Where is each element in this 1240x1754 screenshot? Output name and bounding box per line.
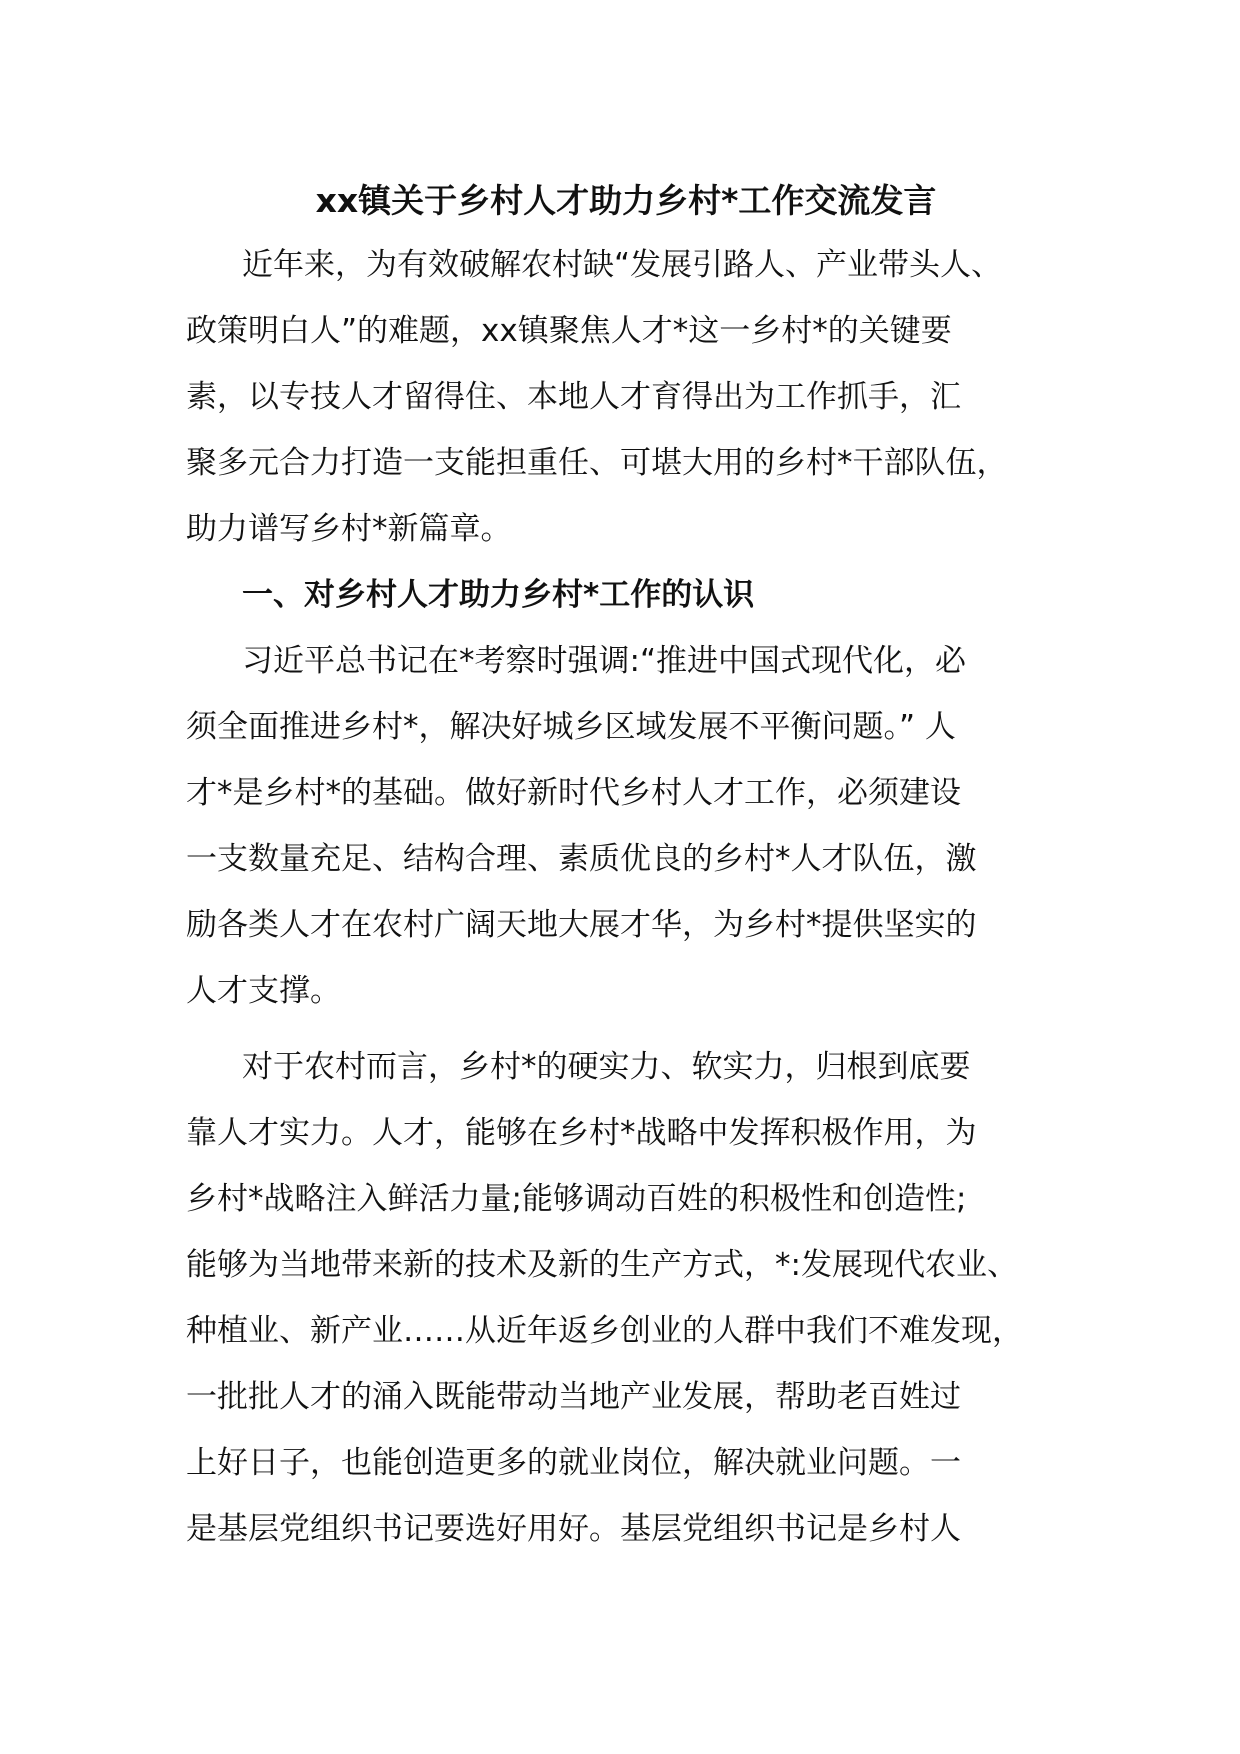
- document-body: [186, 170, 1066, 1562]
- paragraph-line: 一支数量充足、结构合理、素质优良的乡村*人才队伍，激: [186, 841, 977, 877]
- section1-paragraph-1: [186, 628, 1066, 1024]
- section1-paragraph-2: [186, 1034, 1066, 1562]
- paragraph-line: 乡村*战略注入鲜活力量;能够调动百姓的积极性和创造性;: [186, 1181, 967, 1217]
- intro-line: 政策明白人”的难题，xx镇聚焦人才*这一乡村*的关键要: [186, 313, 952, 349]
- paragraph-line: 种植业、新产业……从近年返乡创业的人群中我们不难发现，: [186, 1313, 1023, 1349]
- intro-line: 近年来，为有效破解农村缺“发展引路人、产业带头人、: [242, 247, 1003, 283]
- paragraph-line: 能够为当地带来新的技术及新的生产方式，*:发展现代农业、: [186, 1247, 1018, 1283]
- paragraph-line: 才*是乡村*的基础。做好新时代乡村人才工作，必须建设: [186, 775, 961, 811]
- document-title: xx镇关于乡村人才助力乡村*工作交流发言: [315, 181, 937, 220]
- paragraph-line: 习近平总书记在*考察时强调:“推进中国式现代化，必: [242, 643, 967, 679]
- paragraph-line: 励各类人才在农村广阔天地大展才华，为乡村*提供坚实的: [186, 907, 977, 943]
- intro-line: 素，以专技人才留得住、本地人才育得出为工作抓手，汇: [186, 379, 961, 415]
- paragraph-line: 须全面推进乡村*，解决好城乡区域发展不平衡问题。” 人: [186, 709, 956, 745]
- paragraph-line: 上好日子，也能创造更多的就业岗位，解决就业问题。一: [186, 1445, 961, 1481]
- paragraph-line: 是基层党组织书记要选好用好。基层党组织书记是乡村人: [186, 1511, 961, 1547]
- paragraph-line: 靠人才实力。人才，能够在乡村*战略中发挥积极作用，为: [186, 1115, 977, 1151]
- section-heading: 一、对乡村人才助力乡村*工作的认识: [242, 577, 755, 613]
- paragraph-line: 对于农村而言，乡村*的硬实力、软实力，归根到底要: [242, 1049, 971, 1085]
- intro-line: 助力谱写乡村*新篇章。: [186, 511, 512, 547]
- intro-line: 聚多元合力打造一支能担重任、可堪大用的乡村*干部队伍，: [186, 445, 1008, 481]
- paragraph-line: 人才支撑。: [186, 973, 341, 1009]
- paragraph-line: 一批批人才的涌入既能带动当地产业发展，帮助老百姓过: [186, 1379, 961, 1415]
- intro-paragraph: [186, 232, 1066, 562]
